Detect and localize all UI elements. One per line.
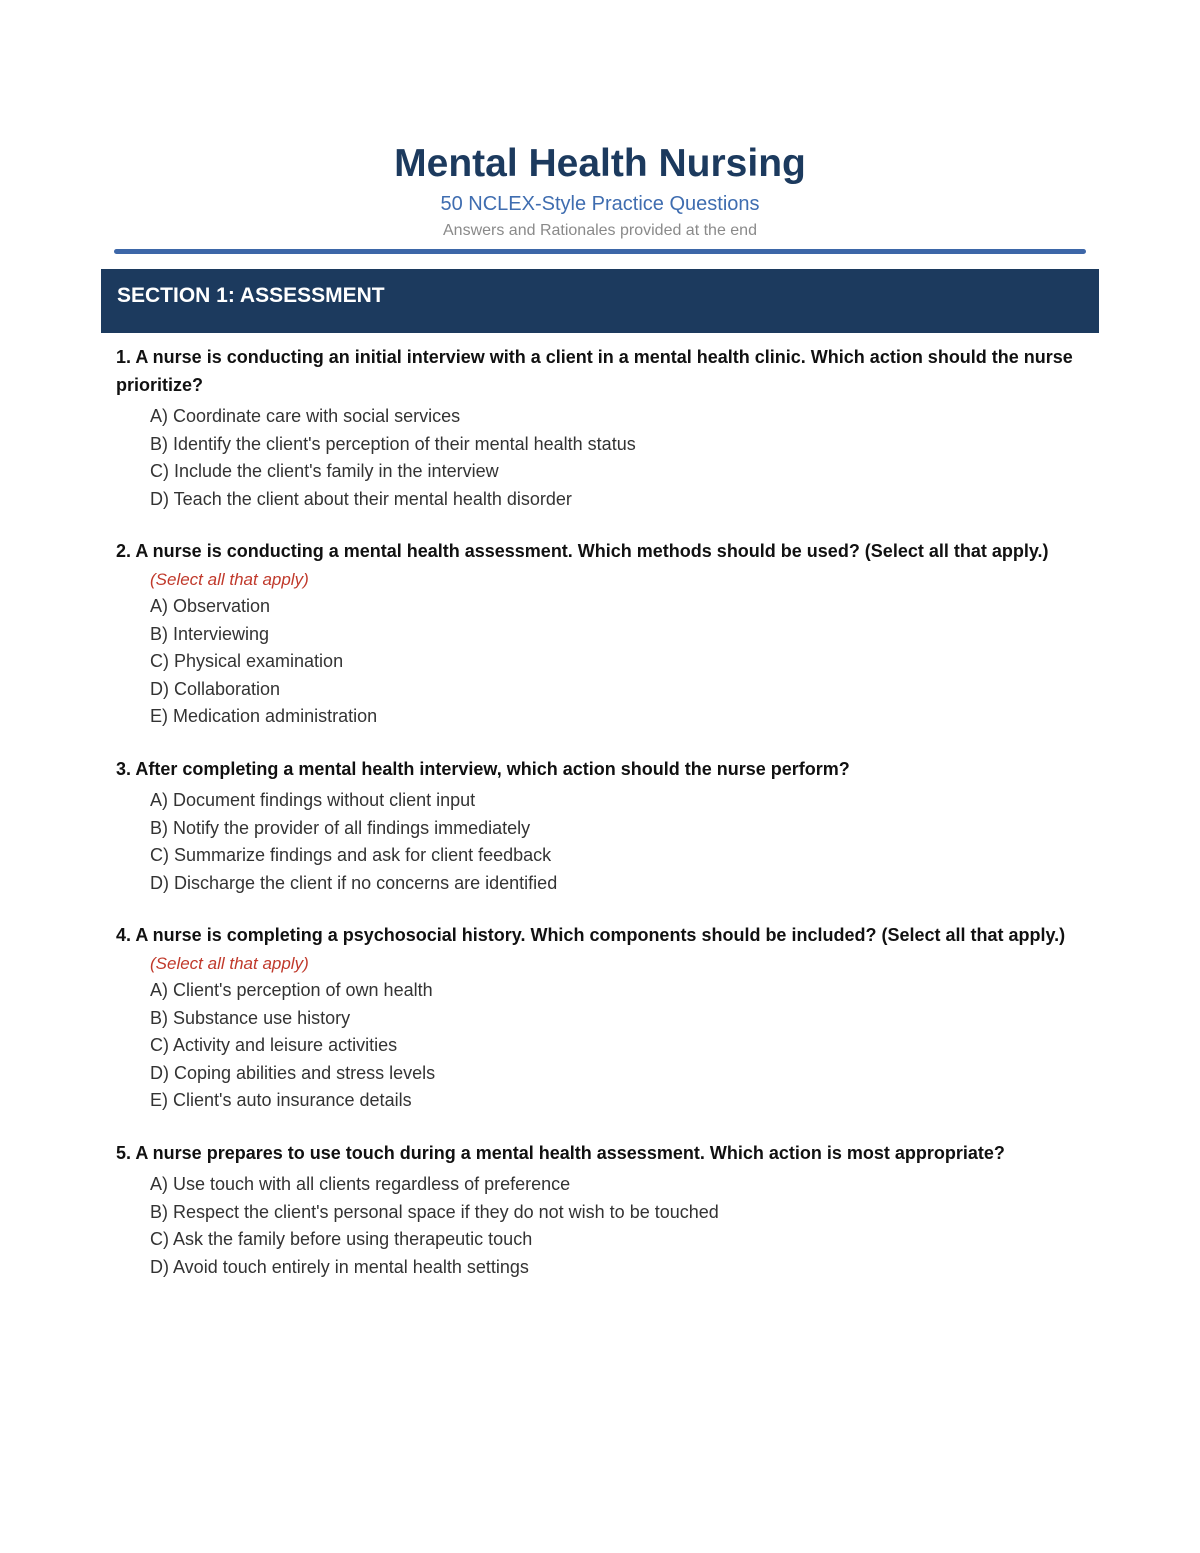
answer-option[interactable]: E) Medication administration	[150, 706, 378, 726]
select-all-hint: (Select all that apply)	[150, 569, 309, 589]
question-5	[116, 1140, 1076, 1282]
answer-option[interactable]: D) Discharge the client if no concerns are identified	[150, 872, 558, 893]
answer-option[interactable]: C) Physical examination	[150, 651, 344, 671]
answer-option[interactable]: A) Document findings without client input	[150, 790, 476, 810]
answer-option[interactable]: C) Activity and leisure activities	[150, 1035, 398, 1055]
answer-option[interactable]: B) Identify the client's perception of their mental health status	[150, 433, 636, 454]
question-1	[116, 344, 1076, 513]
answer-option[interactable]: D) Collaboration	[150, 678, 281, 699]
section-title: SECTION 1: ASSESSMENT	[117, 284, 385, 307]
answer-option[interactable]: A) Use touch with all clients regardless of preference	[150, 1174, 571, 1194]
answer-option[interactable]: D) Coping abilities and stress levels	[150, 1062, 436, 1083]
answer-option[interactable]: E) Client's auto insurance details	[150, 1090, 412, 1110]
document-header	[0, 140, 1200, 241]
answer-options	[116, 403, 1076, 513]
answer-option[interactable]: A) Coordinate care with social services	[150, 406, 461, 426]
question-stem: 1. A nurse is conducting an initial interview with a client in a mental health clinic. Which action should the nurse prioritize?	[116, 347, 1073, 395]
answer-option[interactable]: D) Teach the client about their mental health disorder	[150, 488, 572, 509]
answer-options	[116, 977, 1076, 1115]
answer-options	[116, 787, 1076, 897]
answer-option[interactable]: B) Substance use history	[150, 1007, 351, 1028]
document-title: Mental Health Nursing	[394, 142, 806, 185]
question-stem: 4. A nurse is completing a psychosocial history. Which components should be included? (Select all that apply.)	[116, 925, 1066, 945]
question-list	[116, 344, 1076, 1306]
document-note: Answers and Rationales provided at the end	[443, 222, 757, 239]
question-2	[116, 538, 1076, 731]
section-banner	[101, 269, 1099, 333]
question-3	[116, 756, 1076, 898]
select-all-hint: (Select all that apply)	[150, 953, 309, 973]
question-stem: 2. A nurse is conducting a mental health assessment. Which methods should be used? (Select all that apply.)	[116, 541, 1049, 561]
question-stem: 5. A nurse prepares to use touch during a mental health assessment. Which action is most appropriate?	[116, 1142, 1005, 1163]
answer-option[interactable]: C) Include the client's family in the interview	[150, 461, 499, 481]
question-stem: 3. After completing a mental health interview, which action should the nurse perform?	[116, 758, 850, 779]
answer-option[interactable]: B) Respect the client's personal space if they do not wish to be touched	[150, 1201, 719, 1222]
answer-option[interactable]: B) Interviewing	[150, 623, 270, 644]
answer-option[interactable]: A) Observation	[150, 596, 271, 616]
answer-option[interactable]: C) Summarize findings and ask for client feedback	[150, 845, 552, 865]
answer-option[interactable]: A) Client's perception of own health	[150, 980, 433, 1000]
document-subtitle: 50 NCLEX-Style Practice Questions	[440, 193, 760, 215]
answer-options	[116, 593, 1076, 731]
answer-option[interactable]: C) Ask the family before using therapeutic touch	[150, 1229, 533, 1249]
answer-option[interactable]: B) Notify the provider of all findings immediately	[150, 817, 531, 838]
answer-options	[116, 1171, 1076, 1281]
question-4	[116, 922, 1076, 1115]
answer-option[interactable]: D) Avoid touch entirely in mental health settings	[150, 1256, 529, 1277]
header-divider	[114, 249, 1086, 254]
